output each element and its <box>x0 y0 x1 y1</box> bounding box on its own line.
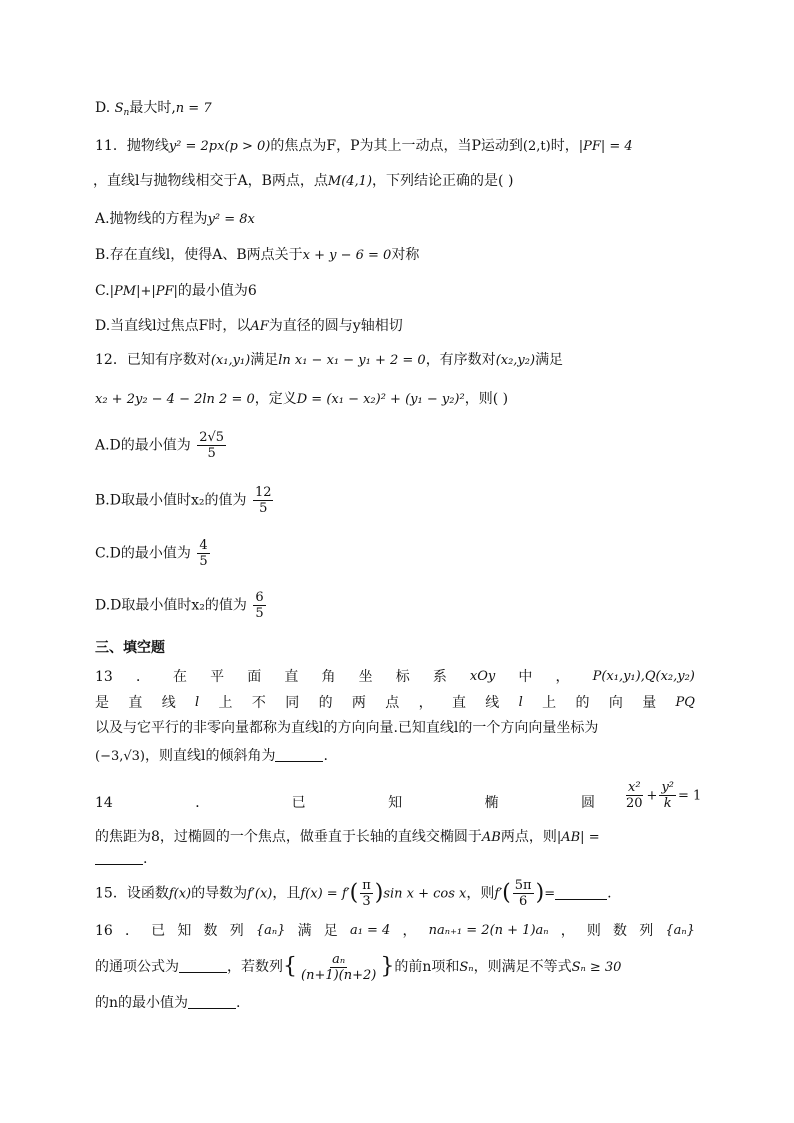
justified-token: 的 <box>318 695 333 711</box>
justified-token: 14 <box>95 795 113 811</box>
justified-token: 在 <box>173 669 188 685</box>
q11-stem-line2: ，直线l与抛物线相交于A，B两点，点M(4,1)，下列结论正确的是( ) <box>93 173 514 189</box>
justified-token: xOy <box>469 669 496 684</box>
answer-blank[interactable] <box>555 885 607 900</box>
q10-option-d: D. $S_n$最大时,n = 7 <box>95 100 212 118</box>
justified-token: {aₙ} <box>665 923 695 938</box>
q11-option-b: B.存在直线l，使得A、B两点关于x + y − 6 = 0对称 <box>95 247 420 263</box>
justified-token: 角 <box>321 669 336 685</box>
justified-token: 不 <box>251 695 266 711</box>
justified-token: 列 <box>639 923 654 939</box>
justified-token: {aₙ} <box>255 923 286 938</box>
justified-token: 上 <box>542 695 557 711</box>
answer-blank[interactable] <box>275 747 323 762</box>
fraction: $\frac{\text{y²}}{k}$ <box>661 780 675 811</box>
answer-blank[interactable] <box>188 994 236 1009</box>
q13-line3: 以及与它平行的非零向量都称为直线l的方向向量.已知直线l的一个方向向量坐标为 <box>95 720 599 736</box>
justified-token: 直 <box>451 695 466 711</box>
justified-token: l <box>195 695 200 710</box>
justified-token: 知 <box>388 795 403 811</box>
answer-blank[interactable] <box>179 958 227 973</box>
fraction: $\frac{6}{5}$ <box>255 590 264 621</box>
q11-option-c: C.|PM|+|PF|的最小值为6 <box>95 283 257 299</box>
answer-blank[interactable] <box>95 850 143 865</box>
justified-token: naₙ₊₁ = 2(n + 1)aₙ <box>428 923 549 938</box>
justified-token: 椭 <box>484 795 499 811</box>
justified-token: 数 <box>203 923 218 939</box>
q12-option-b: B.D取最小值时x₂的值为 $\frac{12}{5}$ <box>95 485 272 516</box>
q15-line: 15．设函数f(x)的导数为f′(x)，且f(x) = f′( $\frac{\pi}{3}$ )sin x + cos x，则f′( $\frac{5\pi}{6}$ )= . <box>95 878 612 909</box>
q14-ellipse-equation: $\frac{\text{x²}}{20}$ + $\frac{\text{y²}}{k}$ = 1 <box>626 780 702 811</box>
q11-option-d: D.当直线l过焦点F时，以AF为直径的圆与y轴相切 <box>95 318 403 334</box>
justified-token: 已 <box>151 923 166 939</box>
justified-token: P(x₁,y₁),Q(x₂,y₂) <box>592 669 695 684</box>
q14-line2: 的焦距为8，过椭圆的一个焦点，做垂直于长轴的直线交椭圆于AB两点，则|AB| = <box>95 829 600 845</box>
q12-option-d: D.D取最小值时x₂的值为 $\frac{6}{5}$ <box>95 590 264 621</box>
justified-token: ． <box>125 923 139 939</box>
fraction: $\frac{\text{aₙ}}{(n+1)(n+2)}$ <box>301 951 377 983</box>
justified-token: 线 <box>485 695 500 711</box>
justified-token: 直 <box>128 695 143 711</box>
fraction: $\frac{\text{x²}}{20}$ <box>626 780 643 811</box>
justified-token: 向 <box>608 695 623 711</box>
q11-option-a: A.抛物线的方程为y² = 8x <box>95 211 255 227</box>
justified-token: 足 <box>323 923 338 939</box>
justified-token: ． <box>195 795 210 811</box>
q16-line1 <box>95 920 695 942</box>
justified-token: 线 <box>161 695 176 711</box>
q12-stem-line2: x₂ + 2y₂ − 4 − 2ln 2 = 0，定义D = (x₁ − x₂)² + (y₁ − y₂)²，则( ) <box>95 391 509 407</box>
justified-token: 已 <box>291 795 306 811</box>
justified-token: PQ <box>675 695 695 710</box>
justified-token: 平 <box>210 669 225 685</box>
justified-token: 13 <box>95 669 113 685</box>
justified-token: 是 <box>95 695 109 711</box>
justified-token: ， <box>402 923 417 939</box>
q14-line1 <box>95 792 595 814</box>
q12-option-a: A.D的最小值为 $\frac{2√5}{5}$ <box>95 430 225 461</box>
justified-token: 上 <box>218 695 233 711</box>
q14-line3: . <box>95 848 147 870</box>
q13-line4: (−3,√3)，则直线l的倾斜角为 . <box>95 748 328 764</box>
justified-token: a₁ = 4 <box>349 923 391 938</box>
justified-token: 点 <box>385 695 400 711</box>
q16-line3: 的n的最小值为 . <box>95 995 241 1011</box>
justified-token: 两 <box>351 695 366 711</box>
justified-token: ． <box>135 669 150 685</box>
q16-line2: 的通项公式为 ，若数列{ $\frac{\text{aₙ}}{(n+1)(n+2)}$ }的前n项和Sₙ，则满足不等式Sₙ ≥ 30 <box>95 951 622 983</box>
section-title: 三、填空题 <box>95 640 165 656</box>
justified-token: 16 <box>95 923 113 939</box>
justified-token: 圆 <box>580 795 595 811</box>
justified-token: 则 <box>586 923 601 939</box>
justified-token: ， <box>418 695 433 711</box>
justified-token: ， <box>560 923 575 939</box>
justified-token: ， <box>555 669 570 685</box>
justified-token: 系 <box>432 669 447 685</box>
justified-token: 直 <box>284 669 299 685</box>
q13-line2 <box>95 692 695 714</box>
fraction: $\frac{2√5}{5}$ <box>199 430 225 461</box>
fraction: $\frac{5\pi}{6}$ <box>514 878 532 909</box>
justified-token: 面 <box>247 669 262 685</box>
justified-token: 标 <box>395 669 410 685</box>
justified-token: 同 <box>285 695 300 711</box>
fraction: $\frac{4}{5}$ <box>199 538 208 569</box>
justified-token: l <box>518 695 523 710</box>
q12-stem-line1: 12．已知有序数对(x₁,y₁)满足ln x₁ − x₁ − y₁ + 2 = 0，有序数对(x₂,y₂)满足 <box>95 352 564 368</box>
fraction: $\frac{\pi}{3}$ <box>362 878 371 909</box>
justified-token: 列 <box>229 923 244 939</box>
justified-token: 的 <box>575 695 590 711</box>
justified-token: 中 <box>518 669 533 685</box>
justified-token: 量 <box>642 695 657 711</box>
q13-line1 <box>95 666 695 688</box>
q12-option-c: C.D的最小值为 $\frac{4}{5}$ <box>95 538 208 569</box>
fraction: $\frac{12}{5}$ <box>254 485 272 516</box>
justified-token: 知 <box>177 923 192 939</box>
justified-token: 坐 <box>358 669 373 685</box>
justified-token: 数 <box>613 923 628 939</box>
q11-stem-line1: 11．抛物线y² = 2px(p > 0)的焦点为F，P为其上一动点，当P运动到(2,t)时，|PF| = 4 <box>95 138 633 154</box>
justified-token: 满 <box>297 923 312 939</box>
